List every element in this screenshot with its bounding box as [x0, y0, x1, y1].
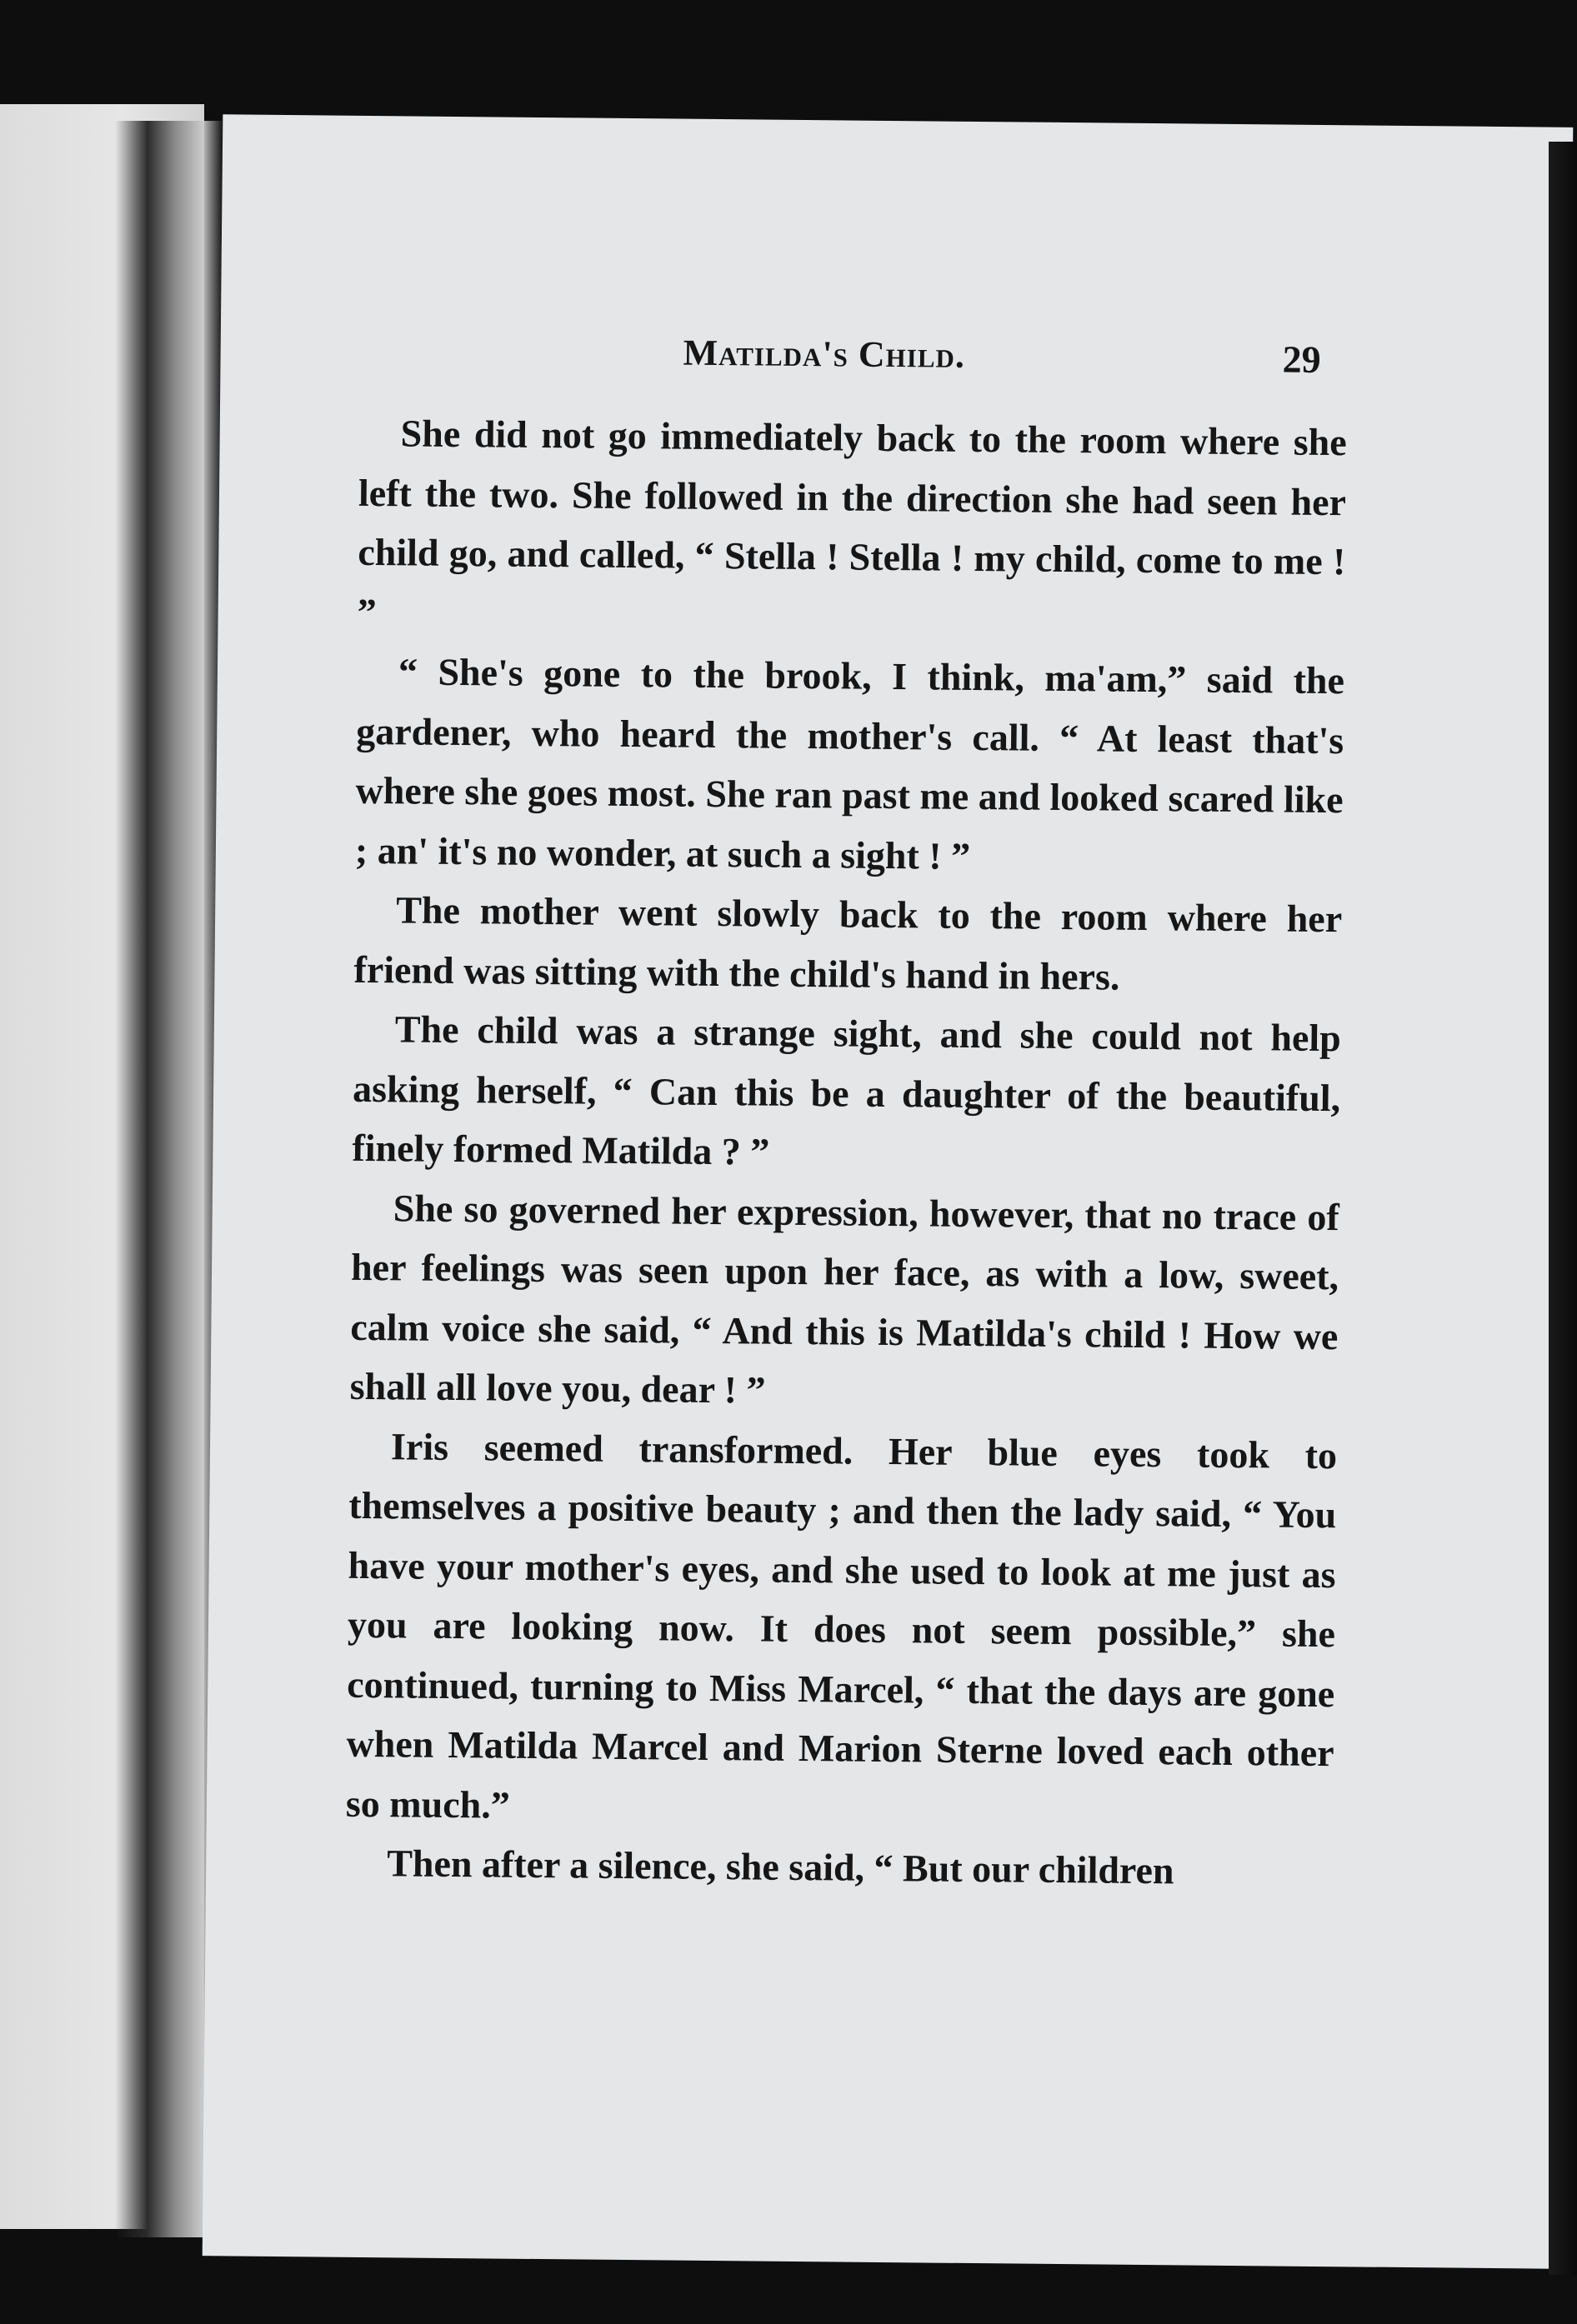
running-title: Matilda's Child. — [683, 332, 966, 376]
paragraph: The child was a strange sight, and she could not help asking herself, “ Can this be a daughter of the beautiful, finely formed Matilda ? ” — [352, 1007, 1342, 1173]
paragraph: She did not go immediately back to the room where she left the two. She followed in the direction she had seen her child go, and called, “ Stella ! Stella ! my child, come to me ! ” — [357, 412, 1347, 633]
page-edge-shadow — [1549, 142, 1577, 2275]
paragraph: “ She's gone to the brook, I think, ma'am,” said the gardener, who heard the mother's call. “ At least that's where she goes most. She ran past me and looked scared like ; an' it's no wonder, at such a sight ! ” — [354, 650, 1345, 877]
paragraph: Iris seemed transformed. Her blue eyes took to themselves a positive beauty ; and then the lady said, “ You have your mother's eyes, and she used to look at me just as you are looking now. It does not seem possible,” she continued, turning to Miss Marcel, “ that the days are gone when Matilda Marcel and Marion Sterne loved each other so much.” — [345, 1424, 1338, 1827]
paragraph: Then after a silence, she said, “ But our children — [386, 1842, 1174, 1892]
paragraph: The mother went slowly back to the room where her friend was sitting with the child's hand in hers. — [353, 888, 1343, 998]
page-number: 29 — [1282, 337, 1321, 381]
paragraph: She so governed her expression, however, that no trace of her feelings was seen upon her face, as with a low, sweet, calm voice she said, “ And this is Matilda's child ! How we shall all love you, dear ! ” — [349, 1186, 1339, 1412]
page-header — [220, 327, 1571, 390]
book-page — [203, 114, 1574, 2268]
body-text — [345, 403, 1347, 1902]
